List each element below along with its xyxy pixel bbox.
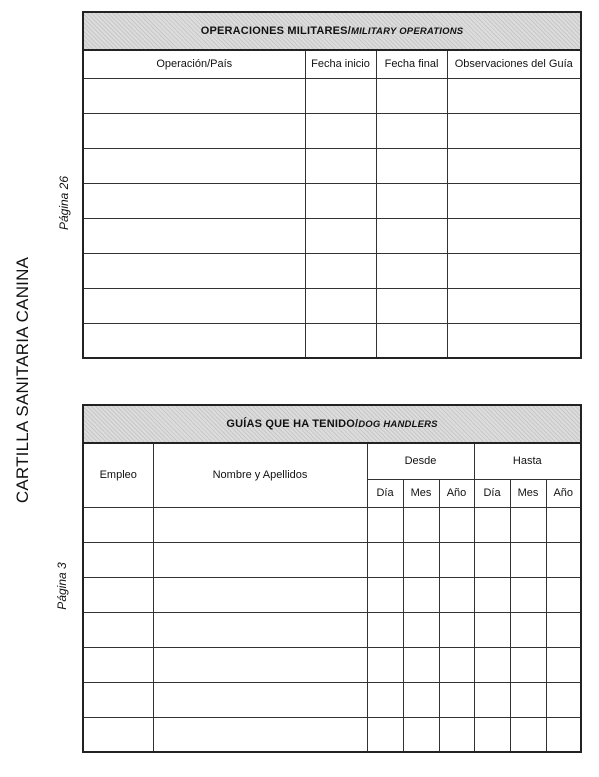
table-cell[interactable]: [447, 183, 581, 218]
table-cell[interactable]: [447, 78, 581, 113]
military-operations-header: [83, 12, 581, 50]
table-cell[interactable]: [83, 717, 153, 752]
table-row: [83, 577, 581, 612]
table-cell[interactable]: [439, 647, 474, 682]
col-desde: Desde: [367, 443, 474, 479]
table-cell[interactable]: [474, 682, 510, 717]
table-cell[interactable]: [83, 288, 305, 323]
col-fecha-final: Fecha final: [376, 50, 447, 78]
table-cell[interactable]: [83, 148, 305, 183]
table-cell[interactable]: [403, 682, 439, 717]
col-observaciones-guia: Observaciones del Guía: [447, 50, 581, 78]
table-cell[interactable]: [376, 288, 447, 323]
table-row: [83, 113, 581, 148]
table-cell[interactable]: [376, 218, 447, 253]
col-hasta: Hasta: [474, 443, 581, 479]
table-cell[interactable]: [367, 682, 403, 717]
table-cell[interactable]: [474, 542, 510, 577]
table-cell[interactable]: [510, 542, 546, 577]
col-desde-mes: Mes: [403, 479, 439, 507]
table-cell[interactable]: [153, 717, 367, 752]
table-cell[interactable]: [546, 717, 581, 752]
table-cell[interactable]: [546, 507, 581, 542]
table-cell[interactable]: [447, 323, 581, 358]
table-cell[interactable]: [153, 507, 367, 542]
table-row: [83, 78, 581, 113]
col-hasta-ano: Año: [546, 479, 581, 507]
table-row: [83, 148, 581, 183]
col-hasta-dia: Día: [474, 479, 510, 507]
table-row: [83, 507, 581, 542]
dog-handlers-header: [83, 405, 581, 443]
table-cell[interactable]: [474, 717, 510, 752]
table-cell[interactable]: [447, 113, 581, 148]
table-cell[interactable]: [403, 647, 439, 682]
table-cell[interactable]: [376, 148, 447, 183]
table-cell[interactable]: [367, 577, 403, 612]
table-cell[interactable]: [83, 612, 153, 647]
table-cell[interactable]: [153, 577, 367, 612]
table-row: [83, 717, 581, 752]
table-cell[interactable]: [305, 78, 376, 113]
table-cell[interactable]: [510, 612, 546, 647]
table-cell[interactable]: [305, 253, 376, 288]
table-cell[interactable]: [510, 682, 546, 717]
table-cell[interactable]: [83, 78, 305, 113]
dog-handlers-title-es: GUÍAS QUE HA TENIDO/: [226, 418, 359, 430]
military-operations-title-es: OPERACIONES MILITARES/: [200, 25, 351, 37]
table-row: [83, 682, 581, 717]
dog-handlers-table: [82, 404, 582, 753]
table-cell[interactable]: [474, 577, 510, 612]
table-row: [83, 647, 581, 682]
table-cell[interactable]: [403, 612, 439, 647]
table-cell[interactable]: [376, 113, 447, 148]
table-cell[interactable]: [83, 113, 305, 148]
table-cell[interactable]: [376, 183, 447, 218]
table-cell[interactable]: [447, 288, 581, 323]
table-cell[interactable]: [510, 577, 546, 612]
table-cell[interactable]: [367, 647, 403, 682]
table-cell[interactable]: [305, 323, 376, 358]
table-cell[interactable]: [439, 717, 474, 752]
table-cell[interactable]: [153, 682, 367, 717]
col-desde-dia: Día: [367, 479, 403, 507]
table-cell[interactable]: [403, 507, 439, 542]
table-cell[interactable]: [376, 323, 447, 358]
table-cell[interactable]: [305, 218, 376, 253]
table-cell[interactable]: [403, 542, 439, 577]
table-cell[interactable]: [83, 183, 305, 218]
table-cell[interactable]: [367, 507, 403, 542]
table-cell[interactable]: [83, 577, 153, 612]
table-cell[interactable]: [83, 323, 305, 358]
table-cell[interactable]: [305, 113, 376, 148]
col-empleo: Empleo: [83, 443, 153, 507]
table-cell[interactable]: [83, 507, 153, 542]
table-cell[interactable]: [83, 542, 153, 577]
table-cell[interactable]: [376, 253, 447, 288]
table-cell[interactable]: [153, 647, 367, 682]
table-cell[interactable]: [439, 612, 474, 647]
military-operations-title-en: MILITARY OPERATIONS: [350, 26, 464, 37]
table-cell[interactable]: [439, 542, 474, 577]
table-cell[interactable]: [83, 647, 153, 682]
table-cell[interactable]: [474, 647, 510, 682]
col-desde-ano: Año: [439, 479, 474, 507]
table-cell[interactable]: [546, 682, 581, 717]
table-cell[interactable]: [83, 682, 153, 717]
military-operations-table: [82, 11, 582, 359]
page-label-bottom-text: Página 3: [55, 562, 69, 610]
table-row: [83, 542, 581, 577]
dog-handlers-title-en: DOG HANDLERS: [358, 419, 438, 430]
col-hasta-mes: Mes: [510, 479, 546, 507]
table-cell[interactable]: [546, 542, 581, 577]
table-cell[interactable]: [474, 612, 510, 647]
table-cell[interactable]: [546, 577, 581, 612]
table-cell[interactable]: [510, 647, 546, 682]
table-cell[interactable]: [447, 253, 581, 288]
col-fecha-inicio: Fecha inicio: [305, 50, 376, 78]
table-cell[interactable]: [153, 542, 367, 577]
table-cell[interactable]: [83, 253, 305, 288]
table-cell[interactable]: [474, 507, 510, 542]
table-cell[interactable]: [367, 612, 403, 647]
table-row: [83, 218, 581, 253]
table-cell[interactable]: [83, 218, 305, 253]
page-label-top-text: Página 26: [57, 175, 71, 231]
col-nombre-apellidos: Nombre y Apellidos: [153, 443, 367, 507]
table-cell[interactable]: [439, 507, 474, 542]
table-cell[interactable]: [447, 148, 581, 183]
table-cell[interactable]: [305, 183, 376, 218]
table-cell[interactable]: [546, 612, 581, 647]
table-cell[interactable]: [153, 612, 367, 647]
table-row: [83, 183, 581, 218]
table-cell[interactable]: [403, 577, 439, 612]
table-cell[interactable]: [403, 717, 439, 752]
table-cell[interactable]: [439, 682, 474, 717]
side-title-text: CARTILLA SANITARIA CANINA: [13, 256, 32, 504]
table-cell[interactable]: [305, 288, 376, 323]
table-cell[interactable]: [376, 78, 447, 113]
table-row: [83, 612, 581, 647]
table-cell[interactable]: [510, 717, 546, 752]
table-row: [83, 253, 581, 288]
table-cell[interactable]: [510, 507, 546, 542]
table-row: [83, 288, 581, 323]
table-cell[interactable]: [367, 542, 403, 577]
table-cell[interactable]: [305, 148, 376, 183]
table-row: [83, 323, 581, 358]
table-cell[interactable]: [546, 647, 581, 682]
col-operacion-pais: Operación/País: [83, 50, 305, 78]
table-cell[interactable]: [447, 218, 581, 253]
table-cell[interactable]: [367, 717, 403, 752]
table-cell[interactable]: [439, 577, 474, 612]
